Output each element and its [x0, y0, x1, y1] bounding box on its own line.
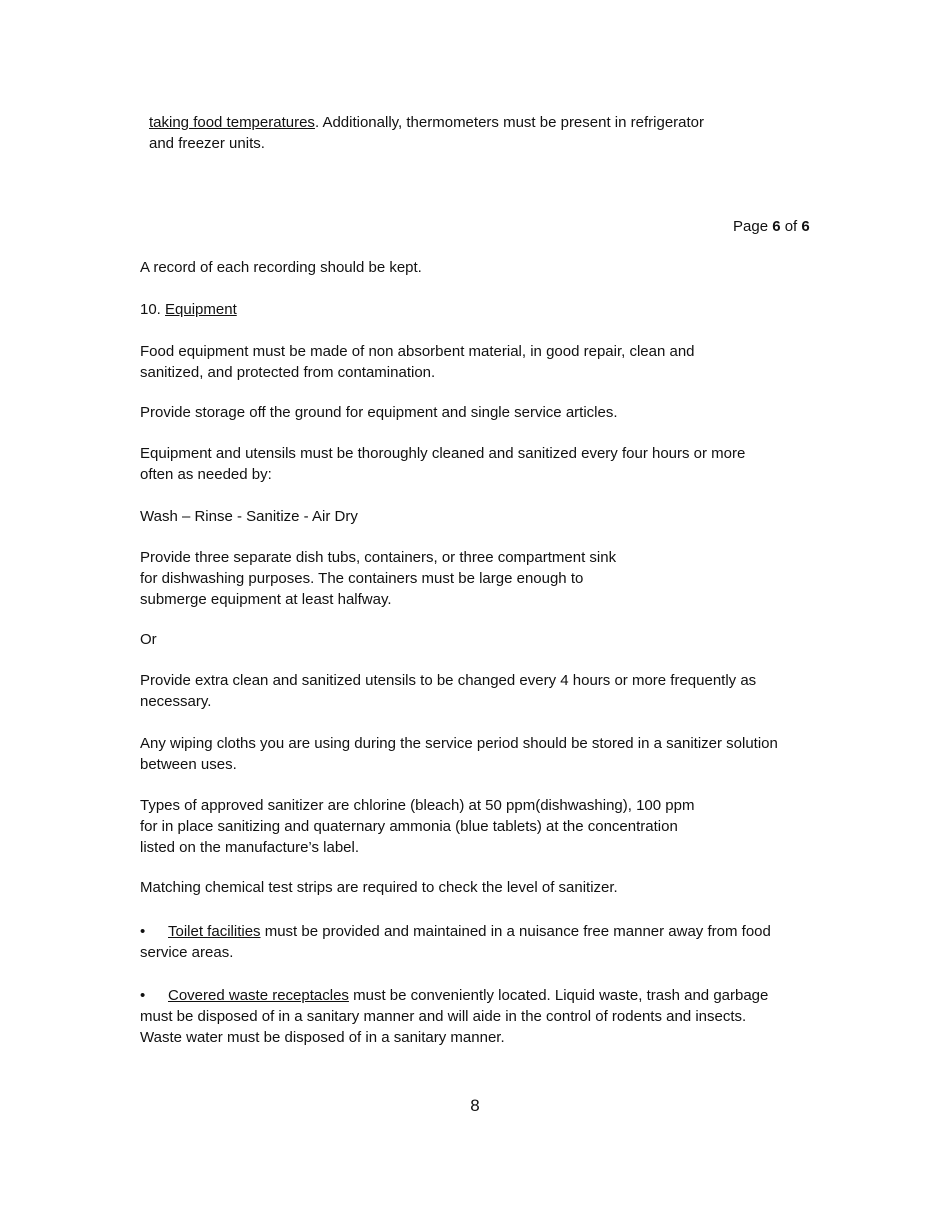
paragraph-line: sanitized, and protected from contamination.	[140, 364, 436, 381]
paragraph-line: often as needed by:	[140, 466, 272, 483]
section-heading	[140, 299, 237, 320]
bullet-line: service areas.	[140, 944, 234, 961]
page-label-prefix: Page	[733, 218, 773, 235]
paragraph-line: Provide extra clean and sanitized utensils to be changed every 4 hours or more frequently as	[140, 672, 757, 689]
paragraph-line: necessary.	[140, 693, 212, 710]
bullet-item	[140, 921, 771, 942]
page-label-total: 6	[801, 218, 810, 235]
intro-line-1	[149, 112, 704, 133]
paragraph-line: Provide storage off the ground for equipment and single service articles.	[140, 404, 618, 421]
paragraph-line: Matching chemical test strips are required to check the level of sanitizer.	[140, 879, 618, 896]
paragraph-line: submerge equipment at least halfway.	[140, 591, 392, 608]
page-label-middle: of	[780, 218, 802, 235]
paragraph-line: Food equipment must be made of non absorbent material, in good repair, clean and	[140, 343, 695, 360]
paragraph-line: Wash – Rinse - Sanitize - Air Dry	[140, 508, 358, 525]
footer-page-number: 8	[470, 1096, 480, 1115]
paragraph-line: for in place sanitizing and quaternary ammonia (blue tablets) at the concentration	[140, 818, 678, 835]
bullet-dot-icon: •	[140, 987, 146, 1004]
bullet-text: must be provided and maintained in a nuisance free manner away from food	[260, 923, 771, 940]
paragraph-line: Provide three separate dish tubs, containers, or three compartment sink	[140, 549, 617, 566]
bullet-line: must be disposed of in a sanitary manner and will aide in the control of rodents and insects.	[140, 1008, 747, 1025]
page-label-current: 6	[772, 218, 781, 235]
bullet-dot-icon: •	[140, 923, 146, 940]
intro-line-1-rest: . Additionally, thermometers must be present in refrigerator	[314, 114, 704, 131]
paragraph-line: Or	[140, 631, 157, 648]
record-note: A record of each recording should be kept.	[140, 259, 422, 276]
bullet-text: must be conveniently located. Liquid waste, trash and garbage	[348, 987, 769, 1004]
paragraph-line: Types of approved sanitizer are chlorine (bleach) at 50 ppm(dishwashing), 100 ppm	[140, 797, 695, 814]
bullet-line: Waste water must be disposed of in a sanitary manner.	[140, 1029, 505, 1046]
bullet-term: Covered waste receptacles	[168, 987, 349, 1004]
section-number: 10.	[140, 301, 166, 318]
bullet-term: Toilet facilities	[168, 923, 261, 940]
paragraph-line: Equipment and utensils must be thoroughly cleaned and sanitized every four hours or more	[140, 445, 746, 462]
food-temperatures-link[interactable]: taking food temperatures	[149, 114, 315, 131]
intro-line-2: and freezer units.	[149, 135, 265, 152]
paragraph-line: between uses.	[140, 756, 237, 773]
paragraph-line: Any wiping cloths you are using during the service period should be stored in a sanitizer solution	[140, 735, 778, 752]
page-label	[733, 216, 810, 237]
paragraph-line: listed on the manufacture’s label.	[140, 839, 360, 856]
bullet-item	[140, 985, 768, 1006]
section-title: Equipment	[165, 301, 237, 318]
paragraph-line: for dishwashing purposes. The containers must be large enough to	[140, 570, 584, 587]
